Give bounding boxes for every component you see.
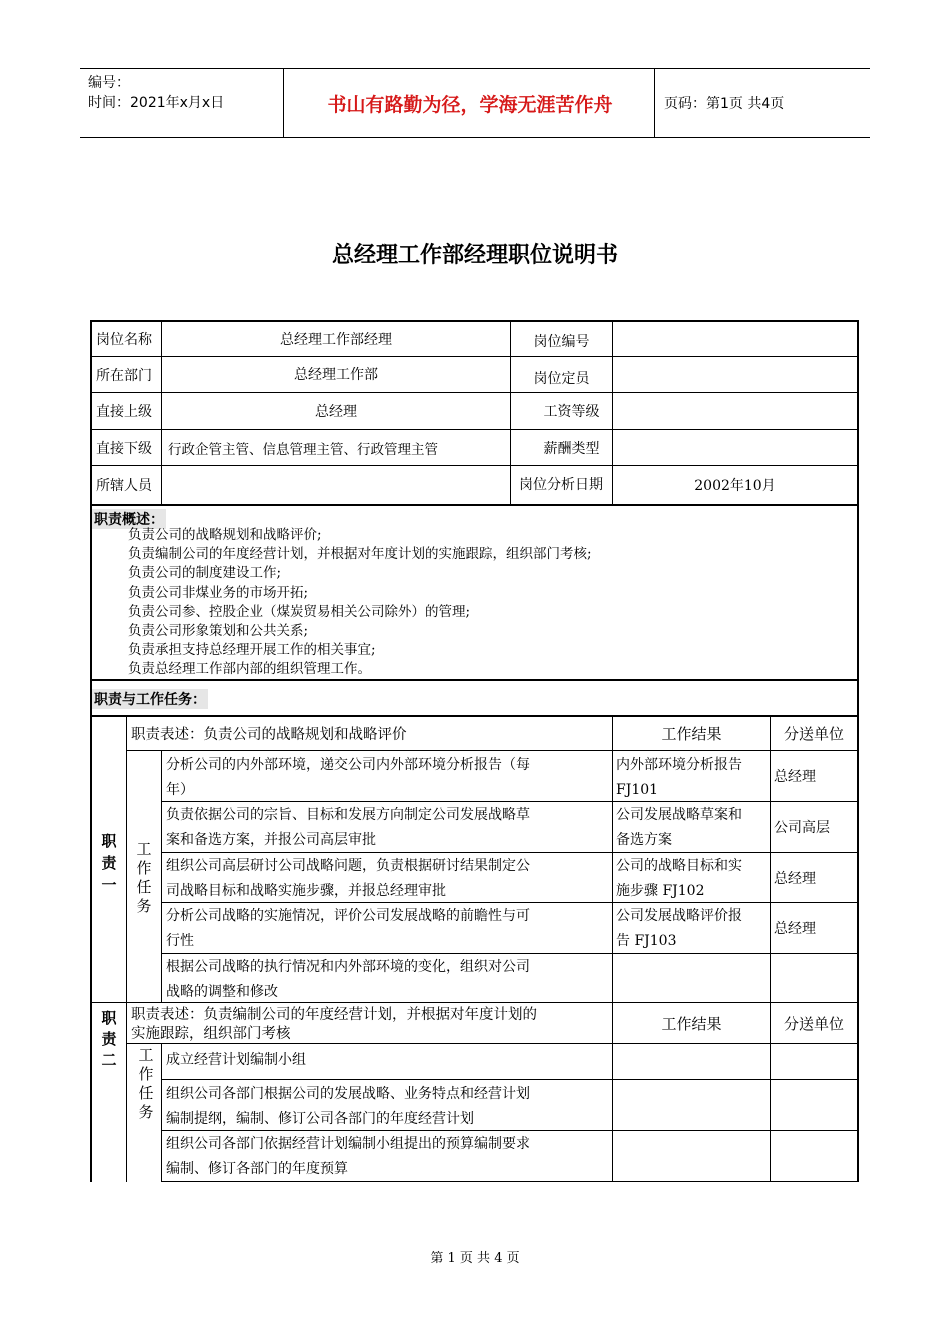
duty1-label: 职责一 (101, 832, 117, 894)
list-item: 负责公司参、控股企业（煤炭贸易相关公司除外）的管理; (128, 603, 471, 620)
duty2-task-label: 工作任务 (138, 1046, 154, 1121)
label-salary-type: 薪酬类型 (543, 440, 600, 457)
header-page-info: 页码：第1页 共4页 (664, 96, 785, 112)
header-divider (654, 69, 655, 137)
table-cell: 内外部环境分析报告 FJ101 (616, 757, 742, 798)
table-row: 组织公司高层研讨公司战略问题，负责根据研讨结果制定公 司战略目标和战略实施步骤，并报总经理审批 (166, 858, 530, 899)
table-row: 分析公司战略的实施情况，评价公司发展战略的前瞻性与可 行性 (166, 908, 530, 949)
label-salary-grade: 工资等级 (543, 404, 600, 420)
table-row: 成立经营计划编制小组 (166, 1052, 306, 1068)
list-item: 负责总经理工作部内部的组织管理工作。 (128, 661, 371, 678)
table-cell: 公司的战略目标和实 施步骤 FJ102 (616, 858, 742, 899)
list-item: 负责公司的制度建设工作; (128, 565, 282, 582)
document-title: 总经理工作部经理职位说明书 (331, 243, 618, 268)
list-item: 负责承担支持总经理开展工作的相关事宜; (128, 642, 376, 659)
page-footer: 第 1 页 共 4 页 (430, 1251, 520, 1266)
table-cell: 总经理 (774, 921, 816, 937)
job-description-form (90, 320, 859, 1182)
list-item: 负责编制公司的年度经营计划，并根据对年度计划的实施跟踪，组织部门考核; (128, 546, 592, 563)
duty1-dest-header: 分送单位 (783, 725, 844, 743)
value-department: 总经理工作部 (294, 366, 378, 383)
duties-heading: 职责与工作任务： (92, 689, 208, 709)
label-direct-subordinates: 直接下级 (96, 440, 152, 457)
header-meta (88, 73, 224, 113)
header-divider (283, 69, 284, 137)
label-direct-superior: 直接上级 (96, 404, 152, 420)
list-item: 负责公司的战略规划和战略评价; (128, 527, 322, 543)
table-row: 根据公司战略的执行情况和内外部环境的变化，组织对公司 战略的调整和修改 (166, 959, 530, 1000)
table-row: 组织公司各部门根据公司的发展战略、业务特点和经营计划 编制提纲，编制、修订公司各部门的年度经营计划 (166, 1086, 530, 1127)
table-cell: 总经理 (774, 769, 816, 785)
value-salary-type (613, 430, 857, 465)
summary-list (128, 526, 592, 680)
label-department: 所在部门 (96, 367, 152, 384)
value-position-number (613, 322, 857, 356)
duty1-task-label: 工作任务 (136, 840, 152, 915)
value-analysis-date: 2002年10月 (694, 478, 776, 494)
table-cell: 公司发展战略评价报 告 FJ103 (616, 908, 742, 949)
page-header (80, 68, 870, 138)
duty2-statement: 职责表述：负责编制公司的年度经营计划，并根据对年度计划的 实施跟踪，组织部门考核 (131, 1007, 537, 1042)
duty2-result-header: 工作结果 (661, 1015, 722, 1033)
table-cell: 总经理 (774, 870, 816, 887)
label-staff: 所辖人员 (96, 478, 152, 494)
header-time: 时间：2021年x月x日 (88, 95, 225, 111)
value-direct-subordinates: 行政企管主管、信息管理主管、行政管理主管 (168, 441, 438, 458)
value-salary-grade (613, 393, 857, 429)
value-staff (162, 466, 510, 504)
summary-heading: 职责概述： (92, 509, 166, 529)
label-position-number: 岗位编号 (533, 334, 590, 350)
label-headcount: 岗位定员 (533, 370, 590, 387)
list-item: 负责公司非煤业务的市场开拓; (128, 584, 309, 601)
value-position-name: 总经理工作部经理 (280, 332, 392, 348)
duty2-dest-header: 分送单位 (783, 1015, 844, 1033)
header-number: 编号： (88, 75, 130, 91)
table-cell: 公司高层 (774, 820, 830, 836)
table-cell: 公司发展战略草案和 备选方案 (616, 807, 742, 848)
label-position-name: 岗位名称 (96, 332, 152, 348)
header-slogan: 书山有路勤为径，学海无涯苦作舟 (327, 93, 613, 116)
value-direct-superior: 总经理 (315, 404, 357, 420)
table-row: 组织公司各部门依据经营计划编制小组提出的预算编制要求 编制、修订各部门的年度预算 (166, 1136, 530, 1177)
duty1-result-header: 工作结果 (661, 725, 722, 743)
table-row: 分析公司的内外部环境，递交公司内外部环境分析报告（每 年） (166, 757, 530, 798)
duty2-label: 职责二 (101, 1009, 117, 1069)
duty1-statement: 职责表述：负责公司的战略规划和战略评价 (131, 727, 407, 743)
list-item: 负责公司形象策划和公共关系; (128, 623, 309, 640)
table-row: 负责依据公司的宗旨、目标和发展方向制定公司发展战略草 案和备选方案，并报公司高层审批 (166, 807, 530, 848)
label-analysis-date: 岗位分析日期 (519, 476, 603, 493)
value-headcount (613, 357, 857, 392)
